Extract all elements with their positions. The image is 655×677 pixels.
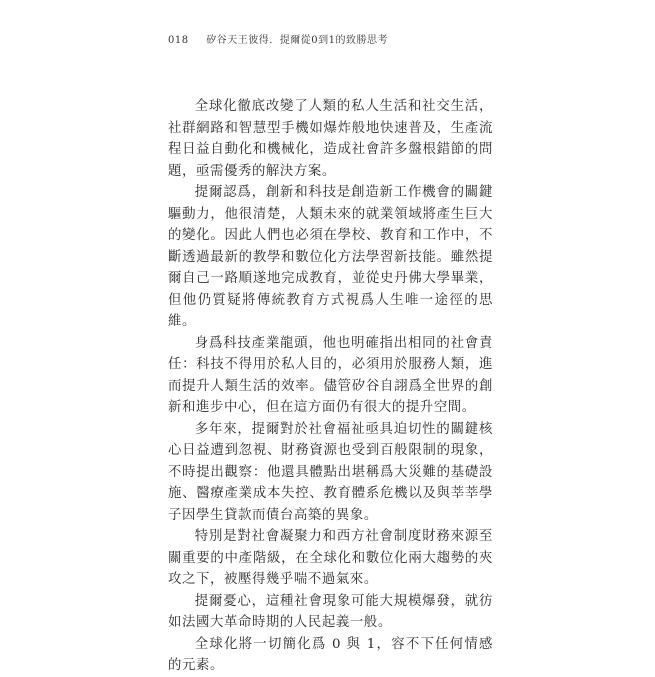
paragraph: 全球化徹底改變了人類的私人生活和社交生活，社群網路和智慧型手機如爆炸般地快速普及，生產流程日益自動化和機械化，造成社會許多盤根錯節的問題，亟需優秀的解決方案。	[168, 99, 493, 179]
paragraph: 身爲科技產業龍頭，他也明確指出相同的社會責任：科技不得用於私人目的，必須用於服務人類，進而提升人類生活的效率。儘管矽谷自詡爲全世界的創新和進步中心，但在這方面仍有很大的提升空間。	[168, 335, 493, 415]
running-header	[168, 31, 388, 46]
paragraph: 提爾憂心，這種社會現象可能大規模爆發，就彷如法國大革命時期的人民起義一般。	[168, 593, 493, 630]
paragraph: 提爾認爲，創新和科技是創造新工作機會的關鍵驅動力，他很清楚，人類未來的就業領域將產生巨大的變化。因此人們也必須在學校、教育和工作中，不斷透過最新的教學和數位化方法學習新技能。雖然提爾自己一路順遂地完成教育，並從史丹佛大學畢業，但他仍質疑將傳統教育方式視爲人生唯一途徑的思維。	[168, 185, 493, 329]
running-title: 矽谷天王彼得．提爾從0到1的致勝思考	[206, 35, 389, 46]
paragraph: 全球化將一切簡化爲 0 與 1，容不下任何情感的元素。	[168, 636, 493, 673]
body-text	[168, 96, 493, 677]
paragraph: 多年來，提爾對於社會福祉亟具迫切性的關鍵核心日益遭到忽視、財務資源也受到百般限制的現象，不時提出觀察：他還具體點出堪稱爲大災難的基礎設施、醫療產業成本失控、教育體系危機以及與莘莘學子因學生貸款而債台高築的異象。	[168, 421, 493, 523]
paragraph: 特別是對社會凝聚力和西方社會制度財務來源至關重要的中產階級，在全球化和數位化兩大趨勢的夾攻之下，被壓得幾乎喘不過氣來。	[168, 529, 493, 587]
page-number: 018	[168, 35, 189, 46]
